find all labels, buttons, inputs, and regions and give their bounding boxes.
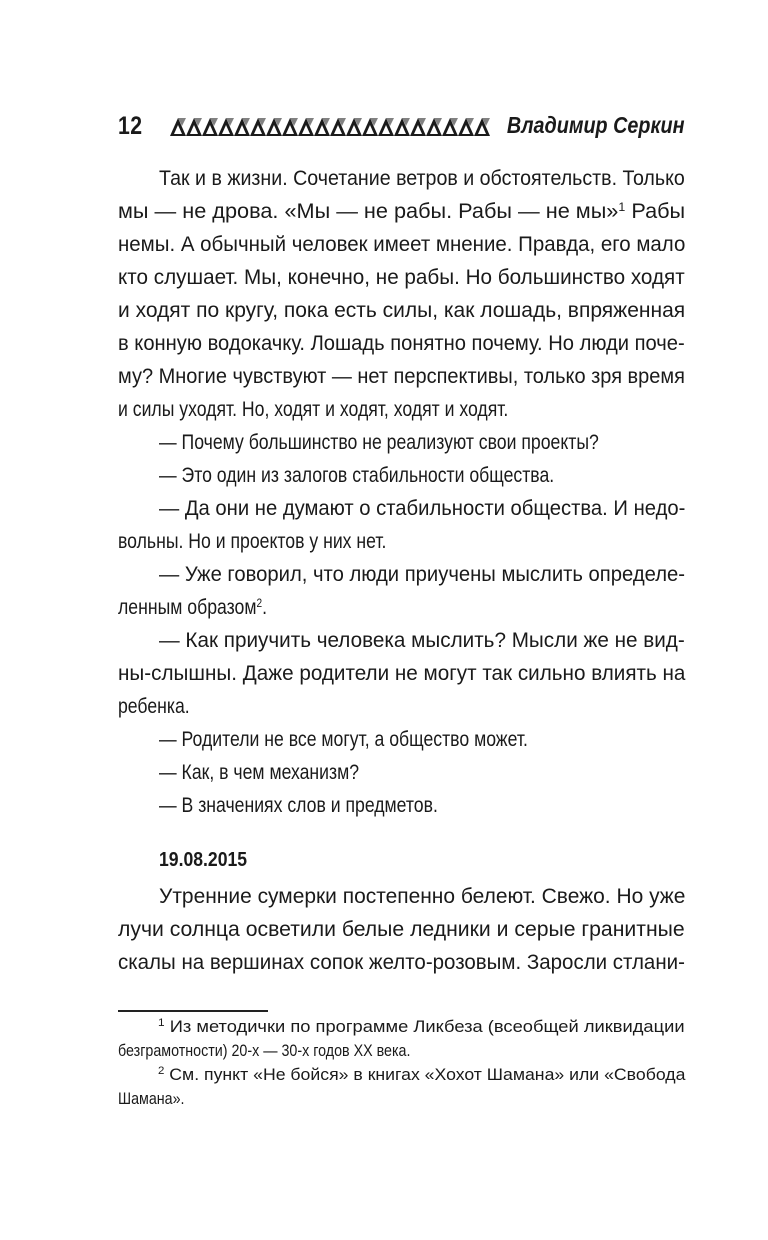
- body-text: [118, 162, 685, 822]
- footnotes: [118, 1015, 685, 1111]
- footnote-marker: 1: [158, 1017, 165, 1029]
- entry-date-heading: 19.08.2015: [159, 849, 248, 871]
- dialogue-line: — Уже говорил, что люди приучены мыслить определе-: [159, 563, 685, 586]
- dialogue-line: — Как, в чем механизм?: [159, 761, 360, 784]
- entry-text: [118, 880, 685, 979]
- footnote-2: $^2$ См. пункт «Не бойся» в книгах «Хохот Шамана» или «Свобода: [158, 1065, 686, 1084]
- text-line: немы. А обычный человек имеет мнение. Правда, его мало: [118, 233, 686, 256]
- text-line: му? Многие чувствуют — нет перспективы, только зря время: [118, 365, 685, 388]
- text-line: Утренние сумерки постепенно белеют. Свежо. Но уже: [159, 885, 686, 908]
- footnote-marker: 2: [158, 1065, 165, 1077]
- text-line: мы — не дрова. «Мы — не рабы. Рабы — не мы»$^1$ Рабы: [118, 200, 686, 223]
- dialogue-line: — В значениях слов и предметов.: [159, 794, 438, 817]
- text-line: в конную водокачку. Лошадь понятно почему. Но люди поче-: [118, 332, 685, 355]
- text-line: ленным образом$^2$.: [118, 596, 267, 619]
- footnote-divider: [118, 1010, 268, 1012]
- text-line: лучи солнца осветили белые ледники и серые гранитные: [118, 918, 685, 941]
- text-line: и ходят по кругу, пока есть силы, как лошадь, впряженная: [118, 299, 686, 322]
- dialogue-line: — Да они не думают о стабильности общества. И недо-: [159, 497, 686, 520]
- text-line: вольны. Но и проектов у них нет.: [118, 530, 387, 553]
- footnote-1: $^1$ Из методички по программе Ликбеза (всеобщей ликвидации: [158, 1017, 685, 1036]
- footnote-1-cont: безграмотности) 20-х — 30-х годов XX века.: [118, 1041, 411, 1060]
- footnote-ref-1[interactable]: 1: [618, 200, 626, 214]
- text-line: ны-слышны. Даже родители не могут так сильно влиять на: [118, 662, 686, 685]
- text-line: и силы уходят. Но, ходят и ходят, ходят и ходят.: [118, 398, 509, 421]
- dialogue-line: — Это один из залогов стабильности общества.: [159, 464, 555, 487]
- dialogue-line: — Родители не все могут, а общество может.: [159, 728, 528, 751]
- dialogue-line: — Почему большинство не реализуют свои проекты?: [159, 431, 599, 454]
- running-header: [118, 108, 685, 144]
- footnote-2-cont: Шамана».: [118, 1089, 185, 1108]
- text-line: кто слушает. Мы, конечно, не рабы. Но большинство ходят: [118, 266, 685, 289]
- text-line: скалы на вершинах сопок желто-розовым. Заросли стлани-: [118, 951, 685, 974]
- triangle-ornament-icon: [170, 114, 490, 138]
- page-number: 12: [118, 112, 143, 140]
- text-line: ребенка.: [118, 695, 190, 718]
- running-author: Владимир Серкин: [507, 112, 685, 138]
- footnote-ref-2[interactable]: 2: [256, 596, 263, 610]
- text-line: Так и в жизни. Сочетание ветров и обстоятельств. Только: [159, 167, 685, 190]
- dialogue-line: — Как приучить человека мыслить? Мысли же не вид-: [159, 629, 685, 652]
